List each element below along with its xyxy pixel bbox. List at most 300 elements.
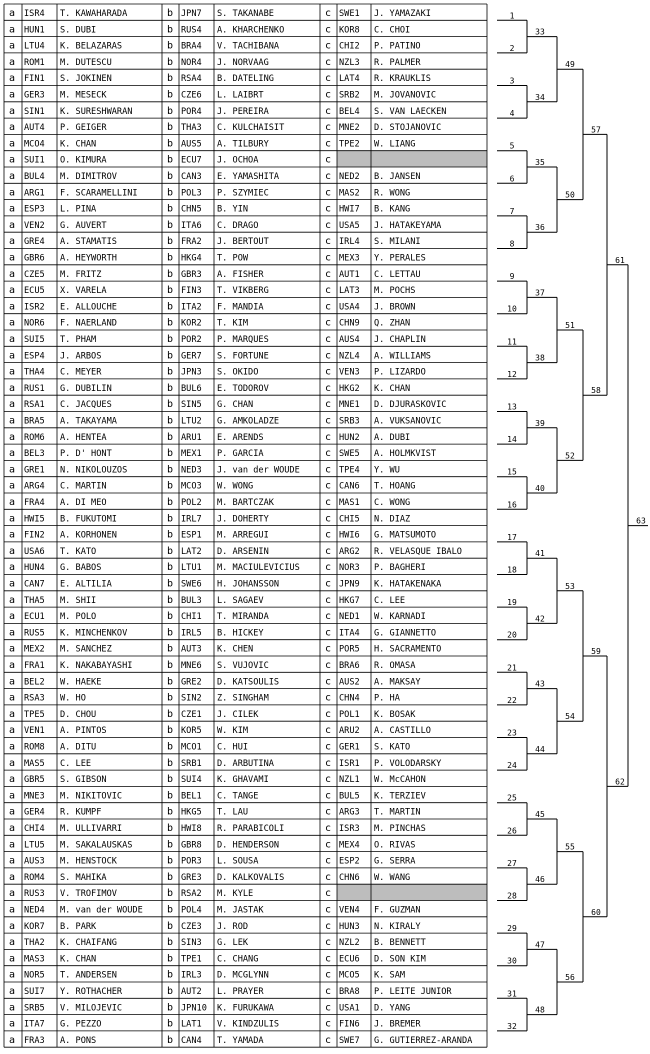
table-row — [9, 416, 441, 427]
group-letter-a: a — [9, 1018, 16, 1030]
match-number: 46 — [535, 875, 545, 885]
player-name: A. WILLIAMS — [374, 351, 431, 362]
match-number: 21 — [507, 663, 517, 673]
group-letter-a: a — [9, 937, 16, 949]
player-code: AUS4 — [339, 335, 360, 345]
player-name: P. LEITE JUNIOR — [374, 987, 452, 997]
match-number: 9 — [509, 272, 515, 282]
player-code: USA4 — [339, 302, 360, 313]
group-letter-c: c — [325, 317, 332, 329]
player-code: NED1 — [339, 612, 360, 623]
table-row — [9, 742, 410, 753]
player-code: GRE3 — [181, 872, 202, 883]
player-code: MEX4 — [339, 840, 360, 851]
player-name: T. HOANG — [374, 481, 416, 492]
match-number: 2 — [509, 43, 515, 53]
group-letter-a: a — [9, 1034, 16, 1046]
player-name: C. LEE — [60, 758, 92, 769]
player-code: SRB1 — [181, 758, 202, 769]
player-name: V. MILOJEVIC — [60, 1003, 123, 1014]
player-name: J. NORVAAG — [217, 57, 269, 68]
player-code: FIN1 — [24, 74, 45, 85]
player-code: CAN6 — [339, 481, 360, 492]
player-code: HUN2 — [339, 432, 360, 443]
match-number: 5 — [509, 141, 515, 151]
player-name: A. DUBI — [374, 432, 411, 443]
player-code: TPE4 — [339, 465, 360, 476]
player-code: CHI4 — [24, 824, 45, 834]
player-code: ARU1 — [181, 432, 202, 443]
table-row — [9, 481, 415, 492]
group-letter-c: c — [325, 937, 332, 949]
table-row — [9, 595, 405, 606]
group-letter-a: a — [9, 741, 16, 753]
player-name: E. ALLOUCHE — [60, 302, 117, 313]
player-code: ESP3 — [24, 204, 45, 215]
player-name: K. MINCHENKOV — [60, 628, 128, 639]
player-code: SIN3 — [181, 938, 202, 949]
player-name: J. BROWN — [374, 302, 416, 313]
group-letter-a: a — [9, 725, 16, 737]
group-letter-b: b — [167, 1002, 174, 1014]
player-name: S. GIBSON — [60, 775, 107, 786]
player-code: ITA4 — [339, 628, 360, 639]
player-code: HKG5 — [181, 807, 202, 818]
group-letter-b: b — [167, 986, 174, 997]
bracket-chart — [497, 11, 648, 1031]
player-code: ARG3 — [339, 807, 360, 818]
player-code: RSA3 — [24, 693, 45, 704]
group-letter-a: a — [9, 236, 16, 248]
player-code: TPE2 — [339, 139, 360, 150]
table-row — [9, 513, 410, 524]
player-name: B. JANSEN — [374, 172, 421, 182]
player-code: SUI7 — [24, 987, 45, 997]
group-letter-a: a — [9, 643, 16, 655]
player-code: AUT1 — [339, 269, 360, 280]
player-name: A. PINTOS — [60, 726, 107, 737]
player-code: MEX1 — [181, 449, 202, 460]
player-code: NOR5 — [24, 970, 45, 981]
match-number: 22 — [507, 695, 517, 705]
player-code: NED3 — [181, 465, 202, 476]
player-name: V. TROFIMOV — [60, 889, 117, 900]
player-code: BUL3 — [181, 595, 202, 606]
player-code: MNE2 — [339, 123, 360, 134]
player-name: N. NIKOLOUZOS — [60, 465, 128, 476]
table-row — [9, 725, 431, 736]
player-code: HWI6 — [339, 530, 360, 541]
player-name: W. WANG — [374, 872, 411, 883]
group-letter-c: c — [325, 790, 332, 802]
group-letter-a: a — [9, 334, 16, 345]
player-code: HUN3 — [339, 921, 360, 932]
group-letter-c: c — [325, 627, 332, 639]
player-name: L. SAGAEV — [217, 595, 264, 606]
player-name: W. KARNADI — [374, 612, 426, 623]
player-code: IRL4 — [339, 237, 360, 248]
match-number: 54 — [565, 712, 575, 722]
group-letter-a: a — [9, 497, 16, 508]
player-name: R. PALMER — [374, 57, 421, 68]
match-number: 58 — [591, 386, 601, 396]
group-letter-c: c — [325, 660, 332, 671]
player-code: POL1 — [339, 709, 360, 720]
group-letter-a: a — [9, 448, 16, 460]
player-name: N. DIAZ — [374, 514, 411, 525]
group-letter-a: a — [9, 399, 16, 411]
group-letter-c: c — [325, 382, 332, 394]
player-code: IRL3 — [181, 970, 202, 981]
player-name: C. WONG — [374, 498, 411, 508]
player-name: E. ALTILIA — [60, 579, 112, 590]
player-name: W. LIANG — [374, 139, 416, 150]
group-letter-c: c — [325, 986, 332, 997]
group-letter-c: c — [325, 431, 332, 443]
group-letter-b: b — [167, 513, 174, 525]
player-name: J. CHAPLIN — [374, 335, 426, 345]
player-code: SIN2 — [181, 693, 202, 704]
table-row — [9, 627, 436, 638]
player-code: BRA6 — [339, 661, 360, 671]
table-row — [9, 693, 401, 704]
match-number: 12 — [507, 369, 517, 379]
group-letter-c: c — [325, 464, 332, 476]
player-name: S. DUBI — [60, 25, 97, 36]
match-number: 14 — [507, 435, 517, 445]
table-row — [9, 220, 442, 231]
group-letter-c: c — [325, 236, 332, 248]
player-code: CHN5 — [181, 204, 202, 215]
player-code: ROM4 — [24, 872, 45, 883]
group-letter-b: b — [167, 73, 174, 85]
player-code: BEL3 — [24, 449, 45, 460]
match-number: 53 — [565, 581, 575, 591]
player-code: THA5 — [24, 595, 45, 606]
player-name: M. DIMITROV — [60, 172, 117, 182]
player-code: POL4 — [181, 905, 202, 916]
player-code: RSA1 — [24, 400, 45, 411]
group-letter-c: c — [325, 545, 332, 557]
player-code: ESP2 — [339, 856, 360, 867]
player-code: MNE3 — [24, 791, 45, 802]
player-name: J. HATAKEYAMA — [374, 220, 442, 231]
player-name: V. KINDZULIS — [217, 1019, 280, 1030]
player-code: HUN1 — [24, 25, 45, 36]
group-letter-c: c — [325, 285, 332, 297]
group-letter-c: c — [325, 757, 332, 769]
table-row — [9, 367, 426, 378]
player-code: LAT3 — [339, 286, 360, 297]
player-code: MCO4 — [24, 139, 45, 150]
player-name: F. NAERLAND — [60, 318, 117, 329]
group-letter-a: a — [9, 8, 16, 19]
table-row — [9, 660, 416, 671]
player-name: N. KIRALY — [374, 921, 421, 932]
group-letter-b: b — [167, 855, 174, 867]
player-name: C. HUI — [217, 742, 249, 753]
table-row — [9, 758, 442, 769]
player-name: A. TILBURY — [217, 139, 269, 150]
player-code: ROM6 — [24, 432, 45, 443]
match-number: 45 — [535, 810, 545, 819]
player-name: R. PARABICOLI — [217, 824, 285, 834]
table-row — [9, 285, 415, 296]
group-letter-c: c — [325, 301, 332, 313]
player-code: MAS2 — [339, 188, 360, 199]
table-row — [9, 905, 421, 916]
table-row — [9, 41, 421, 52]
table-row — [9, 790, 426, 801]
group-letter-c: c — [325, 203, 332, 215]
player-code: BEL1 — [181, 791, 202, 802]
group-letter-b: b — [167, 904, 174, 916]
group-letter-b: b — [167, 382, 174, 394]
player-name: S. MAHIKA — [60, 872, 107, 883]
player-code: FIN3 — [181, 286, 202, 297]
player-code: AUS2 — [339, 677, 360, 688]
player-code: ISR2 — [24, 302, 45, 313]
group-letter-c: c — [325, 480, 332, 492]
player-name: K. CHAN — [374, 383, 411, 394]
player-code: KOR2 — [181, 318, 202, 329]
group-letter-c: c — [325, 774, 332, 786]
player-name: M. POCHS — [374, 286, 416, 297]
player-code: FRA2 — [181, 237, 202, 248]
player-code: NED4 — [24, 905, 45, 916]
group-letter-c: c — [325, 969, 332, 981]
match-number: 34 — [535, 92, 545, 102]
player-name: D. SON KIM — [374, 954, 426, 965]
group-letter-a: a — [9, 904, 16, 916]
player-name: T. PHAM — [60, 335, 97, 345]
player-code: GRE4 — [24, 237, 45, 248]
player-name: Y. ROTHACHER — [60, 987, 123, 997]
player-code: ITA7 — [24, 1019, 45, 1030]
match-number: 28 — [507, 891, 517, 901]
player-name: P. MARQUES — [217, 335, 269, 345]
group-letter-b: b — [167, 708, 174, 720]
player-code: IRL7 — [181, 514, 202, 525]
player-name: K. TERZIEV — [374, 791, 426, 802]
player-name: P. GARCIA — [217, 449, 264, 460]
table-row — [9, 1002, 410, 1013]
group-letter-a: a — [9, 203, 16, 215]
group-letter-b: b — [167, 480, 174, 492]
player-name: R. VELASQUE IBALO — [374, 546, 462, 557]
match-number: 51 — [565, 321, 575, 330]
player-name: P. PATINO — [374, 41, 421, 52]
player-code: CHN9 — [339, 318, 360, 329]
group-letter-b: b — [167, 1018, 174, 1030]
player-name: T. LAU — [217, 807, 249, 818]
group-letter-c: c — [325, 725, 332, 737]
match-number: 55 — [565, 842, 575, 852]
player-name: D. YANG — [374, 1003, 411, 1014]
player-name: S. MILANI — [374, 237, 421, 248]
player-code: CHI5 — [339, 514, 360, 525]
player-name: M. BARTCZAK — [217, 498, 274, 508]
player-name: B. YIN — [217, 204, 249, 215]
player-code: THA4 — [24, 367, 45, 378]
group-letter-c: c — [325, 741, 332, 753]
player-name: C. DRAGO — [217, 220, 259, 231]
player-name: K. HATAKENAKA — [374, 579, 442, 590]
group-letter-b: b — [167, 219, 174, 231]
player-code: ESP4 — [24, 351, 45, 362]
player-code: FIN2 — [24, 530, 45, 541]
player-name: T. KIM — [217, 318, 249, 329]
match-number: 62 — [615, 777, 625, 787]
player-code: ROM1 — [24, 57, 45, 68]
table-row — [9, 122, 441, 133]
table-row — [9, 8, 431, 19]
player-name: S. KATO — [374, 742, 411, 753]
player-name: D. KATSOULIS — [217, 677, 280, 688]
player-code: ECU6 — [339, 954, 360, 965]
player-code: HWI7 — [339, 204, 360, 215]
player-name: W. McCAHON — [374, 775, 426, 786]
player-name: A. HENTEA — [60, 432, 107, 443]
player-code: SIN1 — [24, 106, 45, 117]
group-letter-a: a — [9, 839, 16, 851]
player-name: K. BELAZARAS — [60, 41, 123, 52]
player-name: G. MATSUMOTO — [374, 530, 437, 541]
player-code: SUI4 — [181, 775, 202, 786]
group-letter-a: a — [9, 252, 16, 264]
player-name: M. MESECK — [60, 90, 107, 101]
player-code: HKG2 — [339, 383, 360, 394]
table-row — [9, 497, 410, 508]
player-name: P. GEIGER — [60, 123, 107, 134]
player-name: M. POLO — [60, 612, 97, 623]
group-letter-c: c — [325, 513, 332, 525]
group-letter-a: a — [9, 969, 16, 981]
player-name: F. MANDIA — [217, 302, 264, 313]
group-letter-c: c — [325, 708, 332, 720]
group-letter-a: a — [9, 480, 16, 492]
group-letter-a: a — [9, 317, 16, 329]
player-code: LTU1 — [181, 563, 202, 574]
player-name: M. ARREGUI — [217, 530, 269, 541]
group-letter-c: c — [325, 594, 332, 606]
group-letter-b: b — [167, 969, 174, 981]
player-code: MEX2 — [24, 644, 45, 655]
player-name: C. CHOI — [374, 25, 411, 36]
player-code: SRB3 — [339, 416, 360, 427]
match-number: 30 — [507, 956, 517, 966]
player-code: FIN6 — [339, 1019, 360, 1030]
player-code: GER4 — [24, 807, 45, 818]
group-letter-a: a — [9, 268, 16, 280]
player-name: L. LAIBRT — [217, 90, 264, 101]
group-letter-b: b — [167, 317, 174, 329]
player-name: T. POW — [217, 253, 249, 264]
match-number: 3 — [509, 76, 515, 86]
player-name: G. PEZZO — [60, 1019, 102, 1030]
group-letter-c: c — [325, 415, 332, 427]
group-letter-c: c — [325, 138, 332, 150]
player-code: NZL3 — [339, 57, 360, 68]
group-letter-c: c — [325, 562, 332, 574]
player-name: Y. WU — [374, 465, 400, 476]
player-code: CHN4 — [339, 693, 360, 704]
blank-slot-shade — [337, 884, 487, 900]
match-number: 52 — [565, 451, 575, 461]
match-number: 38 — [535, 353, 545, 363]
match-number: 10 — [507, 304, 517, 314]
group-letter-b: b — [167, 790, 174, 802]
player-code: NOR3 — [339, 563, 360, 574]
match-number: 39 — [535, 418, 545, 428]
table-row — [9, 24, 410, 35]
match-number: 42 — [535, 614, 545, 624]
group-letter-a: a — [9, 301, 16, 313]
group-letter-a: a — [9, 122, 16, 134]
group-letter-c: c — [325, 676, 332, 688]
player-code: KOR7 — [24, 921, 45, 932]
player-name: K. FURUKAWA — [217, 1003, 274, 1014]
player-name: C. LETTAU — [374, 269, 421, 280]
table-row — [9, 856, 416, 867]
match-number: 41 — [535, 549, 545, 559]
player-name: M. van der WOUDE — [60, 905, 143, 916]
player-name: K. NAKABAYASHI — [60, 661, 133, 671]
player-code: MCO5 — [339, 970, 360, 981]
player-code: LTU4 — [24, 41, 45, 52]
player-name: Y. PERALES — [374, 253, 426, 264]
player-name: A. TAKAYAMA — [60, 416, 117, 427]
group-letter-b: b — [167, 611, 174, 623]
table-row — [9, 986, 452, 997]
player-code: GER7 — [181, 351, 202, 362]
player-name: K. CHEN — [217, 644, 254, 655]
table-row — [9, 807, 421, 818]
table-row — [9, 253, 426, 264]
player-name: J. DOHERTY — [217, 514, 269, 525]
group-letter-b: b — [167, 692, 174, 704]
player-name: S. JOKINEN — [60, 74, 112, 85]
match-number: 57 — [591, 125, 601, 135]
player-code: ESP1 — [181, 530, 202, 541]
table-row — [9, 579, 442, 590]
player-name: E. YAMASHITA — [217, 172, 280, 182]
player-name: V. TACHIBANA — [217, 41, 280, 52]
player-name: T. VIKBERG — [217, 286, 269, 297]
match-number: 33 — [535, 27, 545, 37]
player-name: G. GUTIERREZ-ARANDA — [374, 1035, 473, 1046]
player-code: AUT3 — [181, 644, 202, 655]
group-letter-b: b — [167, 203, 174, 215]
table-row — [9, 204, 410, 215]
player-code: VEN4 — [339, 905, 360, 916]
player-code: NZL2 — [339, 938, 360, 949]
player-code: AUT2 — [181, 987, 202, 997]
player-code: BUL5 — [339, 791, 360, 802]
player-name: J. YAMAZAKI — [374, 9, 431, 19]
group-letter-c: c — [325, 366, 332, 378]
match-number: 11 — [507, 337, 517, 347]
match-number: 36 — [535, 223, 545, 233]
player-code: JPN7 — [181, 9, 202, 19]
player-name: B. DATELING — [217, 74, 274, 85]
player-name: H. JOHANSSON — [217, 579, 280, 590]
player-name: T. YAMADA — [217, 1035, 264, 1046]
blank-slot-shade — [337, 151, 487, 167]
player-name: G. GIANNETTO — [374, 628, 437, 639]
group-letter-c: c — [325, 888, 332, 900]
player-name: D. ARSENIN — [217, 546, 269, 557]
